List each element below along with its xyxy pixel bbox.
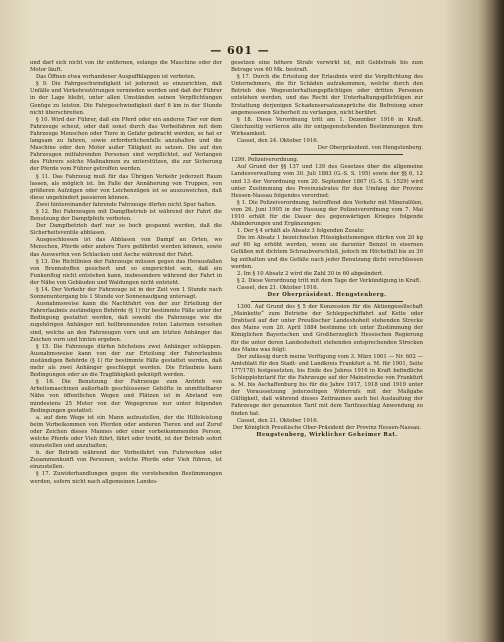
right-column-paragraph: Cassel, den 21. Oktober 1916. — [237, 284, 319, 291]
left-column-paragraph: § 10. Wird der Führer, daß ein Pferd oder ein anderes Tier vor dem Fahrzeuge scheut, oder daß sonst durch das Vorbeifahren mit dem Fahrzeuge Menschen oder Tiere in Gefahr gebracht werden, so hat er langsam zu fahren, sowie erforderlichenfalls anzuhalten und die Maschine oder den Motor außer Tätigkeit zu setzen. Die auf den Fahrzeugen mitfahrenden Personen sind verpflichtet, auf Verlangen des Führers solche Maßnahmen zu unterstützen, die zur Sicherung der Pferde vom Führer getroffen werden. — [30, 116, 222, 173]
left-column-paragraph: § 13. Die Richtlinien der Fahrzeuge müssen gegen das Herausfallen von Brennstoffen gesichert und so eingerichtet sein, daß ein Funkenflug nicht entstehen kann, insbesondere während der Fahrt in der Nähe von Gebäuden und Waldungen nicht entsteht. — [30, 258, 222, 286]
left-column — [30, 60, 222, 486]
left-column-paragraph: § 15. Die Fahrzeuge dürfen höchstens zwei Anhänger schleppen. Ausnahmsweise kann von der zur Erteilung der Fahrerlaubnis zuständigen Behörde (§ 1) für bestimmte Fälle gestattet werden, daß mehr als zwei Anhänger geschleppt werden. Die Erlaubnis kann Bedingungen oder an die Tragfähigkeit geknüpft werden. — [30, 343, 222, 379]
left-column-paragraph: Ausgeschlossen ist das Abblasen von Dampf an Orten, wo Menschen, Pferde oder andere Tiere gefährdet werden können, sowie das Auswerfen von Schlacken und Asche während der Fahrt. — [30, 237, 222, 258]
left-column-paragraph: Zwei hintereinander fahrende Fahrzeuge dürfen nicht Spur halten. — [36, 201, 217, 208]
right-column-divider — [251, 301, 403, 302]
right-column-paragraph: § 1. Die Polizeiverordnung, betreffend den Verkehr mit Mineralölen, vom 26. Juni 1905 in der Fassung der Polizeiverordnung vom 7. Mai 1910 erhält für die Dauer des gegenwärtigen Krieges folgende Abänderungen und Ergänzungen: — [231, 199, 423, 228]
left-column-paragraph: § 9. Die Fahrgeschwindigkeit ist jederzeit so einzurichten, daß Unfälle und Verkehrsstörungen vermieden werden und daß der Führer in der Lage bleibt, unter allen Umständen seinen Verpflichtungen Genüge zu leisten. Die Fahrgeschwindigkeit darf 6 km in der Stunde nicht überschreiten. — [30, 81, 222, 116]
left-column-paragraph: Das Öffnen etwa vorhandener Auspuffklappen ist verboten. — [36, 74, 196, 81]
right-column-divider — [251, 154, 403, 155]
left-column-paragraph: b. der Betrieb während der Vorbeifahrt von Fuhrwerken oder Zusammenkunft von Personen, welche Pferde oder Vieh führen, ist einzustellen. — [30, 450, 222, 471]
right-column-paragraph: Der zulässig durch meine Verfügung vom 3. März 1901 — Nr. 602 — Amtsblatt für den Stadt- und Landkreis Frankfurt a. M. für 1901, Seite 177/178) festgesetzten, bis Ende des Jahres 1916 in Kraft befindliche Schlepplohntarif für die Fahrzeuge auf der Mainstrecke von Frankfurt a. M. bis Aschaffenburg bis für die Jahre 1917, 1918 und 1919 unter der Voraussetzung jederzeitigen Widerrufs mit der Maßgabe Gültigkeit, daß während dieses Zeitraumes auch bei Auslaufung der Fahrzeuge der genannten Tarif mit dem Tarifzuschlag Anwendung zu finden hat. — [231, 353, 423, 417]
right-column-paragraph: Der Königlich Preußische Ober-Präsident der Provinz Hessen-Nassau. — [232, 424, 422, 431]
right-column-paragraph: 1299. Polizeiverordnung. — [231, 157, 299, 164]
left-column-paragraph: § 16. Die Benutzung der Fahrzeuge zum Antrieb von Arbeitsmaschinen außerhalb geschlossener Gehöfte in unmittelbarer Nähe von öffentlichen Wegen und Plätzen ist in Abstand von mindestens 25 Meter von der Wegegrenze nur unter folgenden Bedingungen gestattet: — [30, 379, 222, 414]
right-column-paragraph: Die im Absatz 1 bezeichneten Flüssigkeitsmengen dürfen von 20 kg auf 60 kg erhöht werden, wenn sie darunter Benzol in eisernen Gefäßen mit dichtem Schraubverschluß, jedoch im Höchstfall bis zu 30 kg enthalten und die Gefäße nach jeder Benutzung dicht verschlossen werden. — [231, 235, 423, 270]
left-column-paragraph: a. auf dem Wege ist ein Mann aufzustellen, der die Hilfeleistung beim Vorbeikommen von Pferden oder anderen Tieren und auf Zuruf oder Zeichen dieses Mannes oder einer vorbeikommenden Person, welche Pferde oder Vieh führt, fährt oder treibt, ist der Betrieb sofort einzustellen und anzuhalten; — [30, 414, 222, 450]
right-column-paragraph: Cassel, den 24. Oktober 1916. — [237, 138, 319, 145]
left-column-paragraph: § 12. Bei Fahrzeugen mit Dampfbetrieb ist während der Fahrt die Benutzung der Dampfpfeife verboten. — [30, 208, 222, 223]
right-column-paragraph: Cassel, den 21. Oktober 1916. — [237, 417, 319, 424]
left-column-paragraph: § 17. Zuwiderhandlungen gegen die vorstehenden Bestimmungen werden, sofern nicht nach allgemeinen Landes- — [30, 471, 222, 485]
left-column-paragraph: § 11. Das Fahrzeug muß für das Übrigen Verkehr jederzeit Raum lassen, als möglich ist. Im Falle der Annäherung von Truppen, von größeren Aufzügen oder von Leichenzügen ist so auszuweichen, daß diese ungehindert passieren können. — [30, 173, 222, 201]
right-column-paragraph: Auf Grund der §§ 137 und 139 des Gesetzes über die allgemeine Landesverwaltung vom 30. Juli 1883 (G.-S. S. 195) sowie der §§ 6, 12 und 13 der Verordnung vom 20. September 1867 (G.-S. S. 1529) wird unter Zustimmung des Provinzialrates für den Umfang der Provinz Hessen-Nassau folgendes verordnet: — [231, 164, 423, 199]
right-column-paragraph: 2. Im § 10 Absatz 2 wird die Zahl 30 in 60 abgeändert. — [237, 270, 384, 277]
right-column-paragraph: § 17. Durch die Erteilung der Erlaubnis wird die Verpflichtung des Unternehmers, die für Schäden aufzukommen, welche durch den Betrieb den Wegeunterhaltungspflichtigen oder dritten Personen entstehen werden, und das Recht der Unterhaltungspflichtigen zur Erstattung derjenigen Schadensersatzansprüche die Befreiung einer angemessenen Sicherheit zu verlangen, nicht berührt. — [231, 74, 423, 116]
right-column-paragraph: 1300. Auf Grund des § 5 der Konzession für die Aktiengesellschaft „Mainkette“ zum Betriebe der Schleppschiffahrt auf Kette oder Drahtseil auf der unter Preußischer Landeshoheit stehenden Strecke des Mains vom 20. April 1884 bestimme ich unter Zustimmung der Königlichen Bayerischen und Großherzoglich Hessischen Regierung für die unter deren Landeshoheit stehenden entsprechenden Strecken des Mains was folgt: — [231, 304, 423, 353]
page-number: — 601 — — [210, 44, 270, 57]
right-column-paragraph: § 2. Diese Verordnung tritt mit dem Tage der Verkündigung in Kraft. — [237, 277, 422, 284]
right-column-paragraph: gesetzen eine höhere Strafe verwirkt ist, mit Geldstrafe bis zum Betrage von 60 Mk. bestraft. — [231, 60, 423, 74]
left-column-paragraph: § 14. Der Verkehr der Fahrzeuge ist in der Zeit von 1 Stunde nach Sonnenuntergang bis 1 Stunde vor Sonnenaufgang untersagt. — [30, 287, 222, 301]
left-column-paragraph: Ausnahmsweise kann die Nachtfahrt von der zur Erteilung der Fahrerlaubnis zuständigen Behörde (§ 1) für bestimmte Fälle unter der Bedingung gestattet werden, daß sowohl die Fahrzeuge wie die zugehörigen Anhänger mit hellbrennenden roten Laternen versehen sind, welche an den Fahrzeugen vorn und am letzten Anhänger das Zeichen vorn und hinten ergeben. — [30, 301, 222, 343]
right-column-paragraph: Der Oberpräsident. von Hengstenberg. — [317, 145, 423, 152]
right-column-paragraph: Hengstenberg, Wirklicher Geheimer Rat. — [256, 431, 398, 438]
left-column-paragraph: Der Dampfbetrieb darf nur so hoch gespannt werden, daß die Sicherheitsventile abblasen. — [30, 223, 222, 237]
right-column-paragraph: § 18. Diese Verordnung tritt am 1. Dezember 1916 in Kraft. Gleichzeitig verlieren alle ihr entgegenstehenden Bestimmungen ihre Wirksamkeit. — [231, 116, 423, 137]
book-gutter-shadow — [478, 0, 504, 642]
right-column-paragraph: Der Oberpräsident. Hengstenberg. — [267, 292, 387, 298]
left-column-paragraph: und darf sich nicht von ihr entfernen, solange die Maschine oder der Motor läuft. — [30, 60, 222, 74]
right-column-paragraph: 1. Der § 4 erhält als Absatz 3 folgenden Zusatz: — [237, 228, 365, 235]
right-column — [231, 60, 423, 439]
